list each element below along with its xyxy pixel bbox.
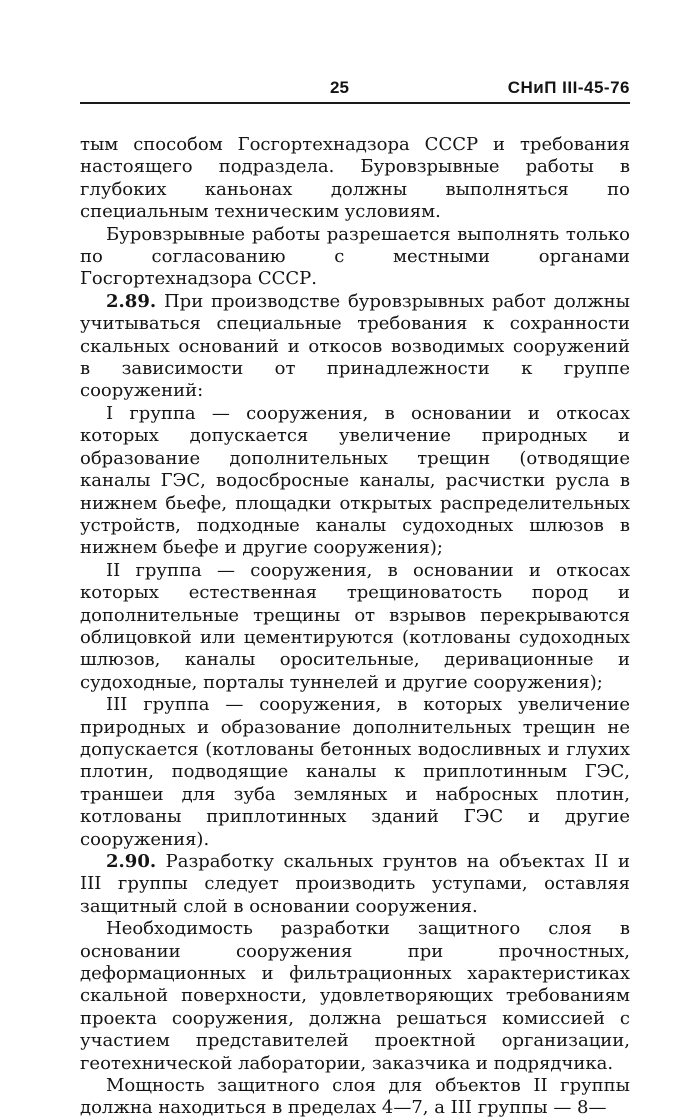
group-3-paragraph: III группа — сооружения, в которых увеличение природных и образование дополнительных трещин не допускается (котлованы бетонных водосливных и глухих плотин, подводящие каналы к приплотинным ГЭС, траншеи для зуба земляных и набросных плотин, котлованы приплотинных зданий ГЭС и другие сооружения). (80, 694, 630, 850)
page-header (80, 70, 630, 104)
group-1-paragraph: I группа — сооружения, в основании и откосах которых допускается увеличение природных и образование дополнительных трещин (отводящие каналы ГЭС, водосбросные каналы, расчистки русла в нижнем бьефе, площадки открытых распределительных устройств, подходные каналы судоходных шлюзов в нижнем бьефе и другие сооружения); (80, 402, 630, 559)
group-2-paragraph: II группа — сооружения, в основании и откосах которых естественная трещиноватость пород и дополнительные трещины от взрывов перекрываются облицовкой или цементируются (котлованы судоходных шлюзов, каналы оросительные, деривационные и судоходные, порталы туннелей и другие сооружения); (80, 559, 630, 693)
clause-2-89: 2.89. При производстве буровзрывных работ должны учитываться специальные требования к сохранности скальных оснований и откосов возводимых сооружений в зависимости от принадлежности к группе сооружений: (80, 290, 630, 402)
clause-2-90: 2.90. Разработку скальных грунтов на объектах II и III группы следует производить уступами, оставляя защитный слой в основании сооружения. (80, 851, 630, 917)
document-page (80, 70, 630, 1120)
paragraph: Необходимость разработки защитного слоя в основании сооружения при прочностных, деформационных и фильтрационных характеристиках скальной поверхности, удовлетворяющих требованиям проекта сооружения, должна решаться комиссией с участием представителей проектной организации, геотехнической лаборатории, заказчика и подрядчика. (80, 918, 630, 1074)
clause-number: 2.89. (106, 290, 157, 312)
paragraph: Мощность защитного слоя для объектов II группы должна находиться в пределах 4—7, а III группы — 8— (80, 1075, 630, 1119)
body-text (80, 134, 630, 1120)
document-code: СНиП III-45-76 (507, 78, 630, 97)
page-number: 25 (330, 78, 349, 97)
paragraph: Буровзрывные работы разрешается выполнять только по согласованию с местными органами Госгортехнадзора СССР. (80, 223, 630, 290)
paragraph-continuation: тым способом Госгортехнадзора СССР и требования настоящего подраздела. Буровзрывные работы в глубоких каньонах должны выполняться по специальным техническим условиям. (80, 134, 630, 223)
clause-number: 2.90. (106, 851, 157, 872)
